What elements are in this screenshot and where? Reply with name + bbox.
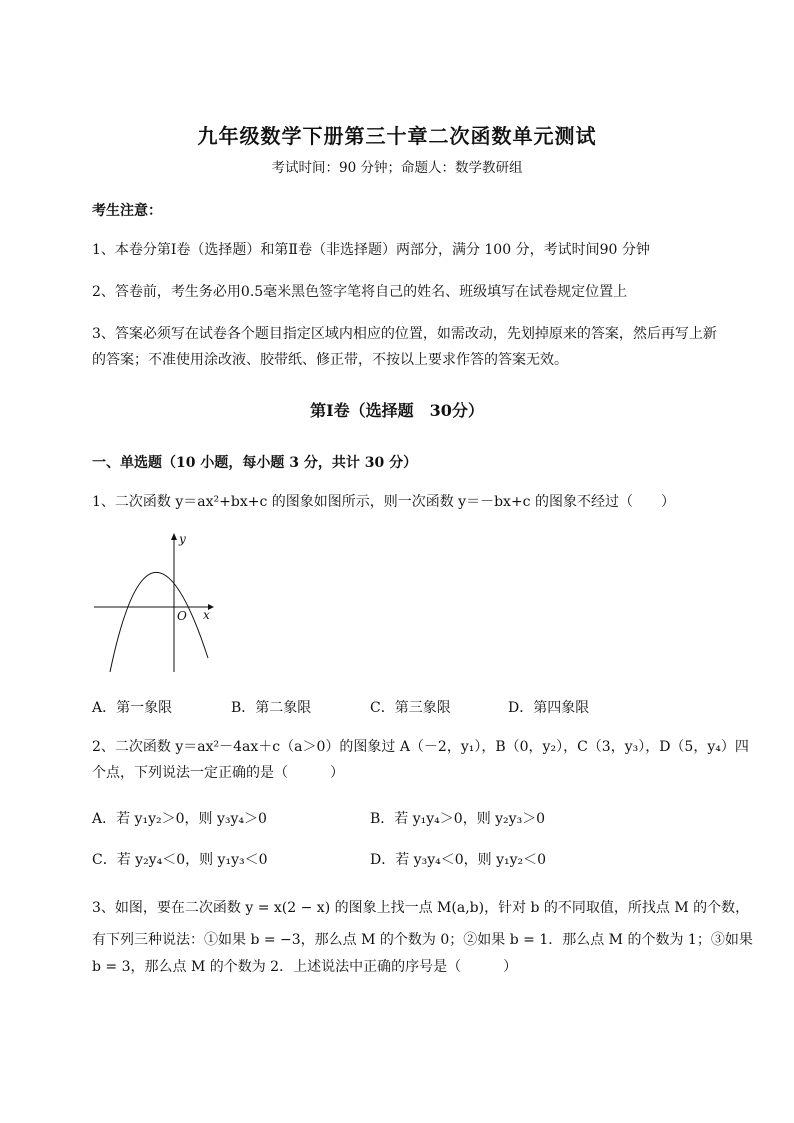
part-title: 一、单选题（10 小题，每小题 3 分，共计 30 分） [92, 455, 418, 471]
q2-stem-line1: 2、二次函数 y＝ax²－4ax＋c（a＞0）的图象过 A（－2，y₁），B（0，y₂），C（3，y₃），D（5，y₄）四 [92, 739, 749, 755]
exam-title: 九年级数学下册第三十章二次函数单元测试 [197, 124, 597, 148]
q2-option-b: B．若 y₁y₄＞0，则 y₂y₃＞0 [370, 811, 546, 827]
q2-stem-line2: 个点，下列说法一定正确的是（ ） [92, 765, 344, 781]
exam-subtitle: 考试时间：90 分钟；命题人：数学教研组 [271, 160, 523, 176]
notice-item-2: 2、答卷前，考生务必用0.5毫米黑色签字笔将自己的姓名、班级填写在试卷规定位置上 [92, 284, 628, 300]
q1-option-d: D．第四象限 [508, 700, 590, 716]
x-axis-label: x [203, 608, 210, 622]
q2-option-c: C．若 y₂y₄＜0，则 y₁y₃＜0 [92, 852, 268, 868]
y-axis-label: y [179, 532, 186, 546]
q1-option-c: C．第三象限 [370, 700, 451, 716]
notice-heading: 考生注意： [92, 203, 162, 219]
q1-parabola-graph [90, 530, 220, 675]
parabola-curve [110, 572, 208, 672]
q2-option-a: A．若 y₁y₂＞0，则 y₃y₄＞0 [92, 811, 267, 827]
q3-line2: 有下列三种说法：①如果 b = −3，那么点 M 的个数为 0；②如果 b = 1．那么点 M 的个数为 1；③如果 [92, 932, 753, 948]
q1-option-a: A．第一象限 [92, 700, 173, 716]
q3-line1: 3、如图，要在二次函数 y = x(2 − x) 的图象上找一点 M(a,b)，针对 b 的不同取值，所找点 M 的个数， [92, 900, 750, 916]
q3-line3: b = 3，那么点 M 的个数为 2．上述说法中正确的序号是（ ） [92, 959, 518, 975]
section-title: 第Ⅰ卷（选择题 30分） [310, 401, 484, 420]
q2-option-d: D．若 y₃y₄＜0，则 y₁y₂＜0 [370, 852, 547, 868]
notice-item-1: 1、本卷分第Ⅰ卷（选择题）和第Ⅱ卷（非选择题）两部分，满分 100 分，考试时间90 分钟 [92, 242, 650, 258]
y-axis-arrow-icon [171, 533, 177, 540]
q1-stem: 1、二次函数 y＝ax²+bx+c 的图象如图所示，则一次函数 y＝－bx+c 的图象不经过（ ） [92, 494, 675, 510]
notice-item-3-cont: 的答案；不准使用涂改液、胶带纸、修正带，不按以上要求作答的答案无效。 [92, 352, 568, 368]
q1-option-b: B．第二象限 [231, 700, 312, 716]
origin-label: O [177, 609, 187, 623]
notice-item-3: 3、答案必须写在试卷各个题目指定区域内相应的位置，如需改动，先划掉原来的答案，然后再写上新 [92, 326, 717, 342]
